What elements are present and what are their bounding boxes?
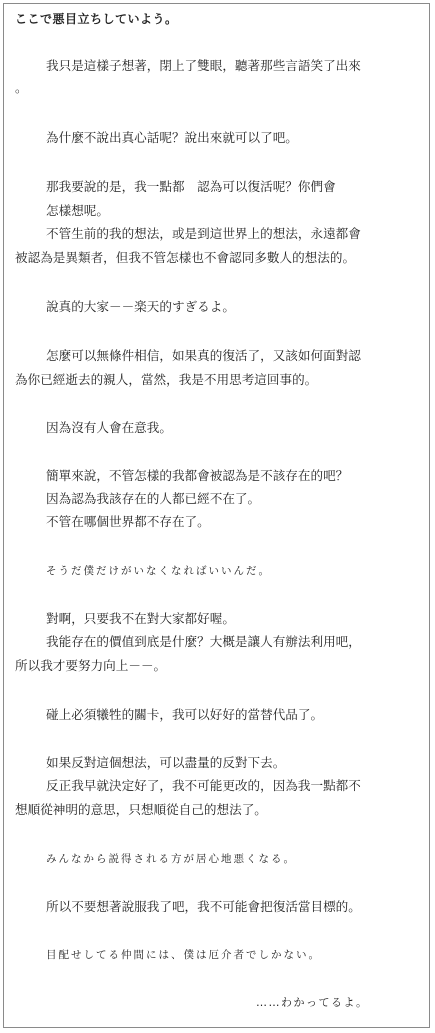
text-line: 因為認為我該存在的人都已經不在了。 (46, 491, 261, 506)
text-line: 所以不要想著說服我了吧，我不可能會把復活當目標的。 (46, 899, 361, 914)
text-line: 簡單來說，不管怎樣的我都會被認為是不該存在的吧？ (46, 468, 349, 483)
text-line-japanese: みんなから説得される方が居心地悪くなる。 (46, 853, 296, 865)
text-line: 想順從神明的意思，只想順從自己的想法了。 (15, 802, 267, 817)
text-line: 為你已經逝去的親人，當然，我是不用思考這回事的。 (15, 372, 318, 387)
text-line: 對啊，只要我不在對大家都好喔。 (46, 611, 235, 626)
text-line: 那我要說的是，我一點都 認為可以復活呢？你們會 (46, 179, 336, 194)
text-line: 我能存在的價值到底是什麼？大概是讓人有辦法利用吧， (46, 634, 361, 649)
text-line: 怎麼可以無條件相信，如果真的復活了，又該如何面對認 (46, 348, 361, 363)
text-line: 說真的大家－－楽天的すぎるよ。 (46, 299, 235, 314)
text-line: 不管生前的我的想法，或是到這世界上的想法，永遠都會 (46, 226, 361, 241)
closing-line: ……わかってるよ。 (256, 996, 369, 1009)
text-line: 所以我才要努力向上－－。 (15, 658, 167, 673)
document-title: ここで悪目立ちしていよう。 (15, 12, 178, 26)
text-line-japanese: そうだ僕だけがいなくなればいいんだ。 (46, 565, 271, 577)
text-line-japanese: 目配せしてる仲間には、僕は厄介者でしかない。 (46, 949, 321, 961)
text-line: 我只是這樣子想著，閉上了雙眼，聽著那些言語笑了出來 (46, 58, 361, 73)
text-line: 為什麼不說出真心話呢？說出來就可以了吧。 (46, 130, 298, 145)
text-line: 被認為是異類者，但我不管怎樣也不會認同多數人的想法的。 (15, 250, 356, 265)
text-line: 不管在哪個世界都不存在了。 (46, 514, 210, 529)
text-line: 因為沒有人會在意我。 (46, 420, 172, 435)
text-line: 如果反對這個想法，可以盡量的反對下去。 (46, 755, 286, 770)
text-line: 碰上必須犧牲的關卡，我可以好好的當替代品了。 (46, 707, 324, 722)
text-line: 反正我早就決定好了，我不可能更改的，因為我一點都不 (46, 778, 361, 793)
text-line: 怎樣想呢。 (46, 203, 109, 218)
text-line: 。 (15, 80, 28, 95)
